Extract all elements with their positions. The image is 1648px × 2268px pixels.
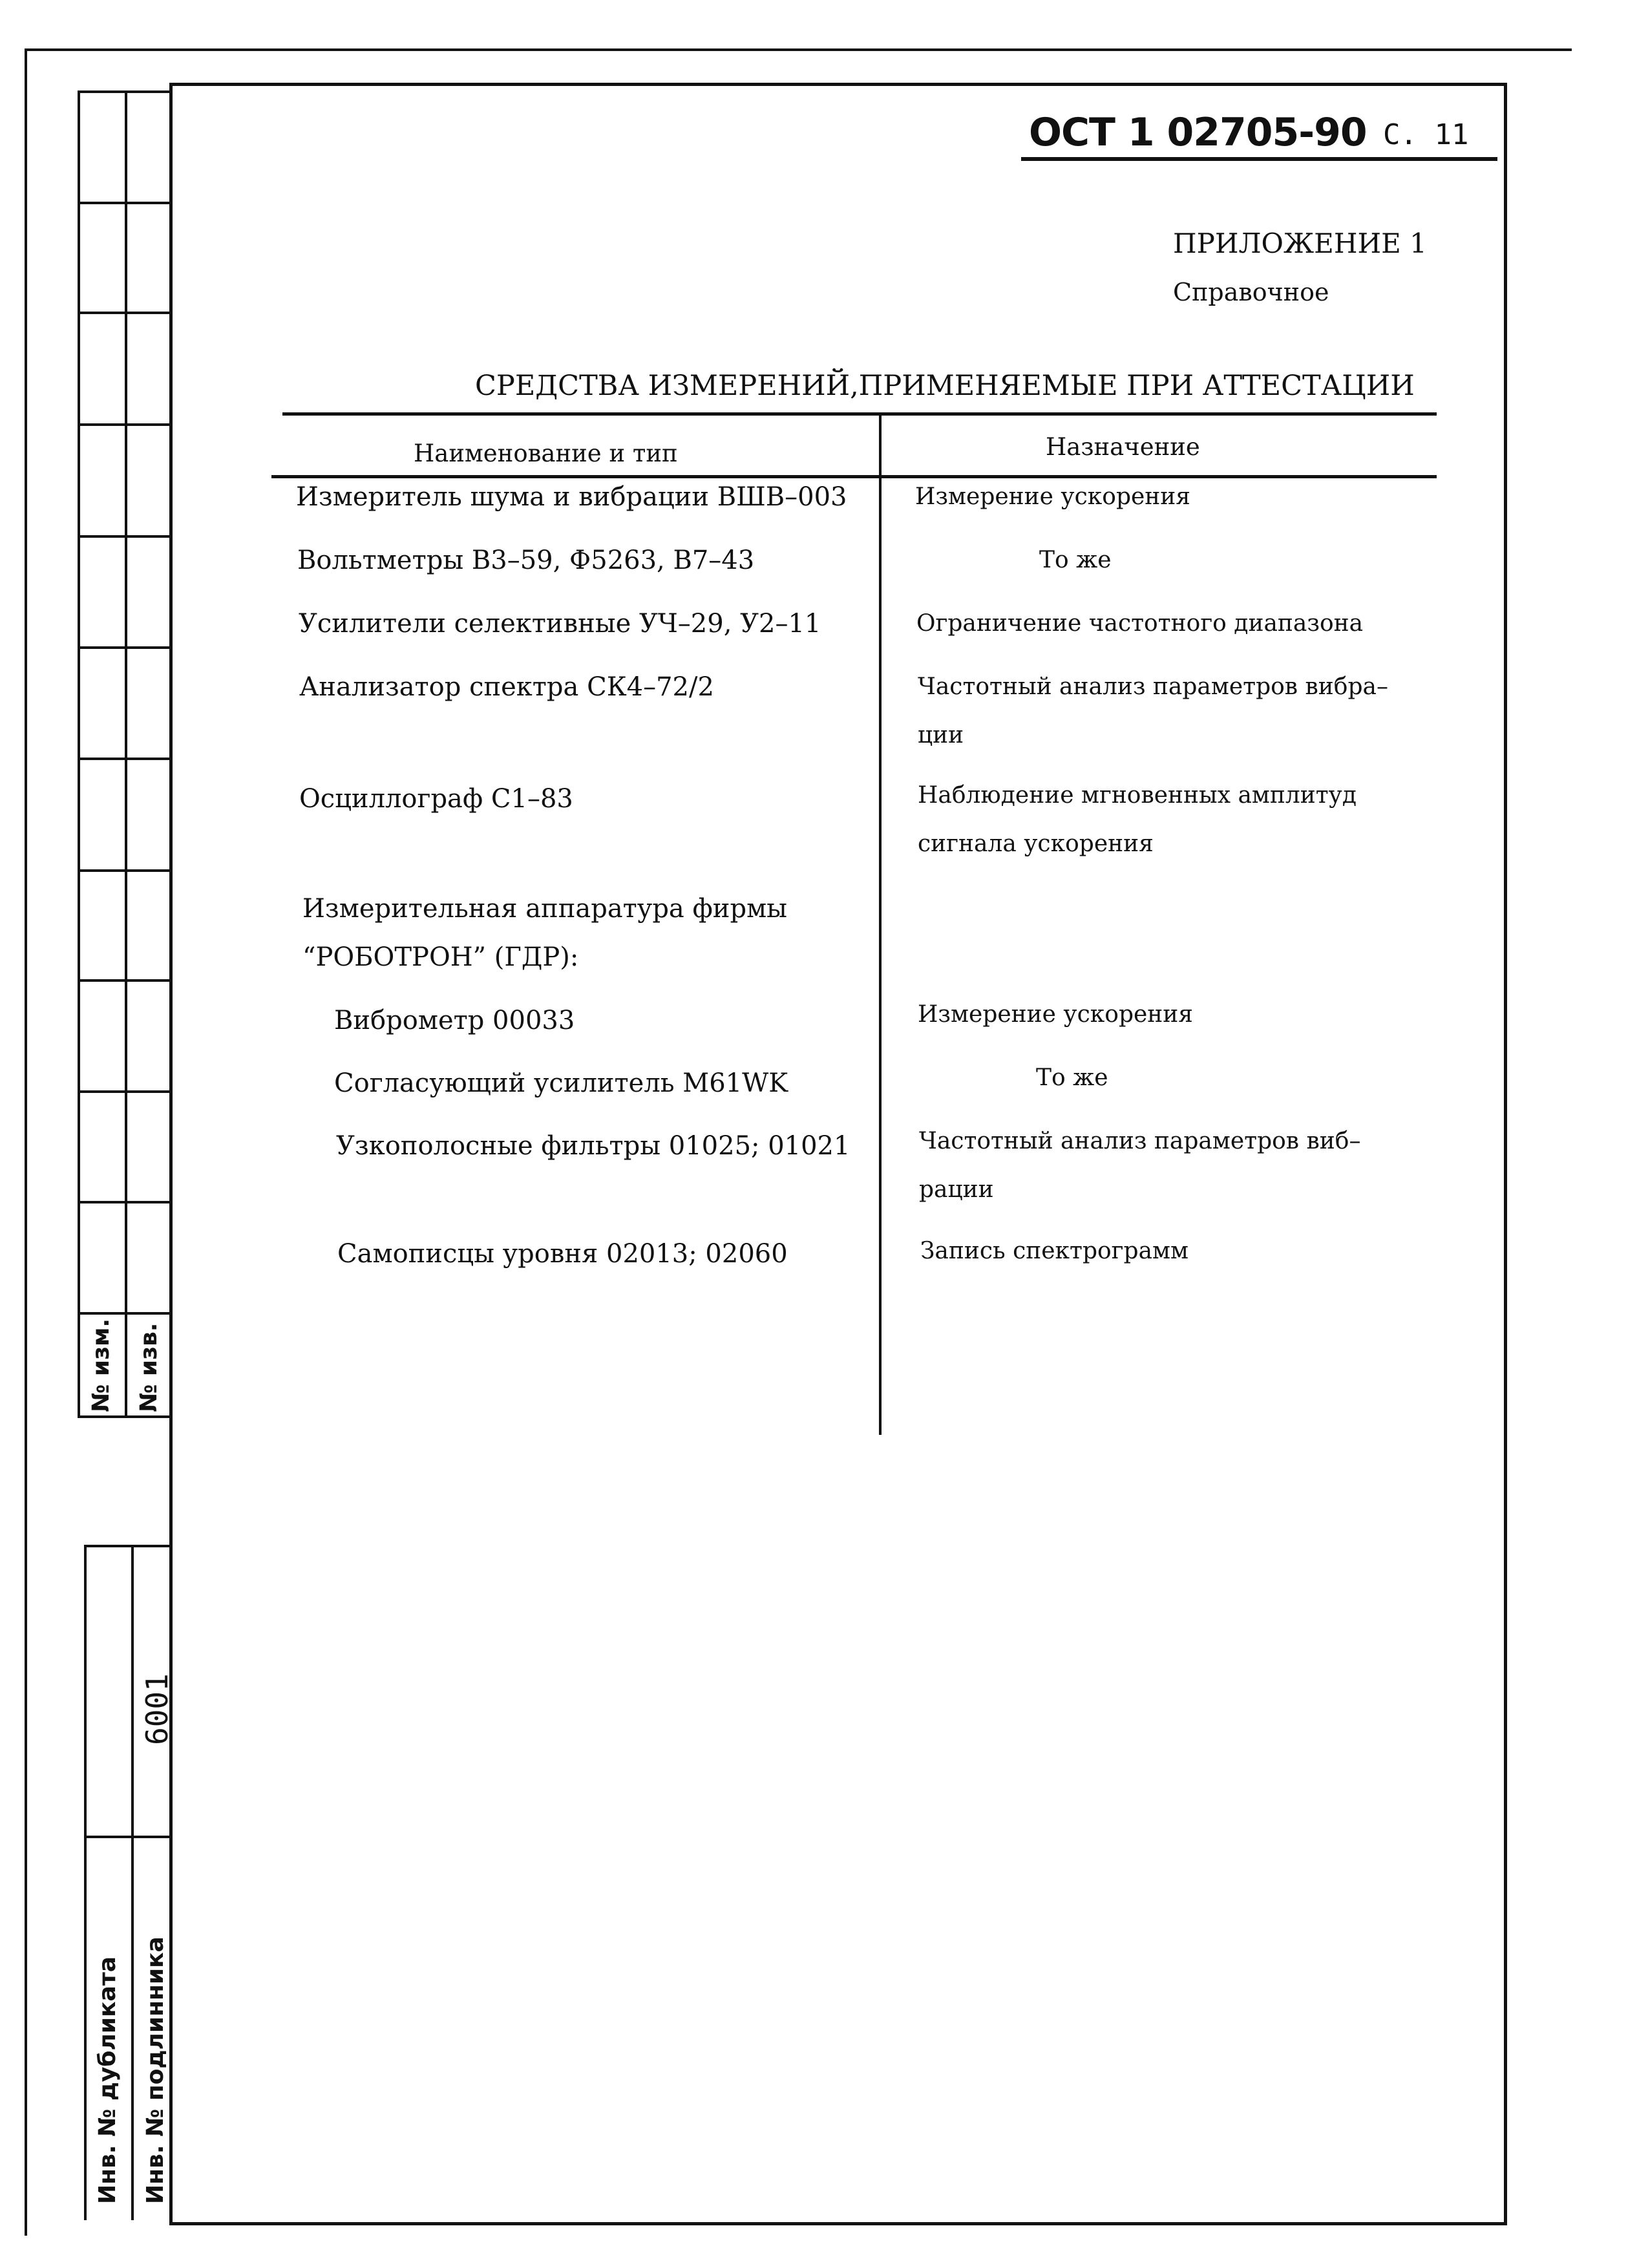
- row-6-name-line1: Измерительная аппаратура фирмы: [302, 894, 788, 924]
- row-7-name: Виброметр 00033: [334, 1006, 575, 1035]
- table-column-divider: [879, 414, 882, 1435]
- row-7-purpose: Измерение ускорения: [918, 1001, 1193, 1028]
- page-number: С. 11: [1383, 118, 1469, 151]
- row-2-purpose: То же: [1039, 547, 1112, 573]
- notice-number-label: № изв.: [136, 1322, 162, 1412]
- appendix-type: Справочное: [1173, 278, 1329, 306]
- row-8-purpose: То же: [1036, 1065, 1108, 1091]
- row-9-name: Узкополосные фильтры 01025; 01021: [336, 1131, 850, 1161]
- document-code: ОСТ 1 02705-90: [1029, 110, 1367, 155]
- row-9-purpose-line1: Частотный анализ параметров виб–: [919, 1128, 1361, 1154]
- appendix-label: ПРИЛОЖЕНИЕ 1: [1173, 228, 1427, 259]
- row-4-name: Анализатор спектра СК4–72/2: [299, 672, 714, 702]
- row-3-purpose: Ограничение частотного диапазона: [916, 610, 1364, 637]
- row-5-purpose-line1: Наблюдение мгновенных амплитуд: [918, 782, 1357, 809]
- row-5-name: Осциллограф С1–83: [299, 784, 573, 814]
- column-header-purpose: Назначение: [1046, 433, 1200, 461]
- change-number-label: № изм.: [88, 1318, 114, 1412]
- row-9-purpose-line2: рации: [919, 1176, 994, 1203]
- row-4-purpose-line2: ции: [918, 722, 964, 748]
- header-underline: [1021, 157, 1497, 161]
- original-inventory-value: 6001: [140, 1673, 174, 1745]
- row-1-name: Измеритель шума и вибрации ВШВ–003: [296, 482, 847, 512]
- row-8-name: Согласующий усилитель М61WK: [334, 1068, 788, 1098]
- row-4-purpose-line1: Частотный анализ параметров вибра–: [918, 673, 1388, 700]
- column-header-name: Наименование и тип: [414, 440, 678, 467]
- table-title: СРЕДСТВА ИЗМЕРЕНИЙ,ПРИМЕНЯЕМЫЕ ПРИ АТТЕСТАЦИИ: [475, 370, 1415, 402]
- row-6-name-line2: “РОБОТРОН” (ГДР):: [302, 942, 579, 972]
- row-2-name: Вольтметры В3–59, Ф5263, В7–43: [297, 546, 755, 575]
- table-top-rule: [282, 412, 1437, 416]
- row-1-purpose: Измерение ускорения: [915, 483, 1190, 510]
- row-5-purpose-line2: сигнала ускорения: [918, 831, 1154, 857]
- original-inventory-label: Инв. № подлинника: [142, 1936, 169, 2204]
- row-10-name: Самописцы уровня 02013; 02060: [337, 1239, 788, 1269]
- row-10-purpose: Запись спектрограмм: [920, 1238, 1189, 1264]
- duplicate-inventory-label: Инв. № дубликата: [94, 1956, 121, 2204]
- table-header-rule: [271, 475, 1437, 478]
- row-3-name: Усилители селективные УЧ–29, У2–11: [299, 609, 821, 639]
